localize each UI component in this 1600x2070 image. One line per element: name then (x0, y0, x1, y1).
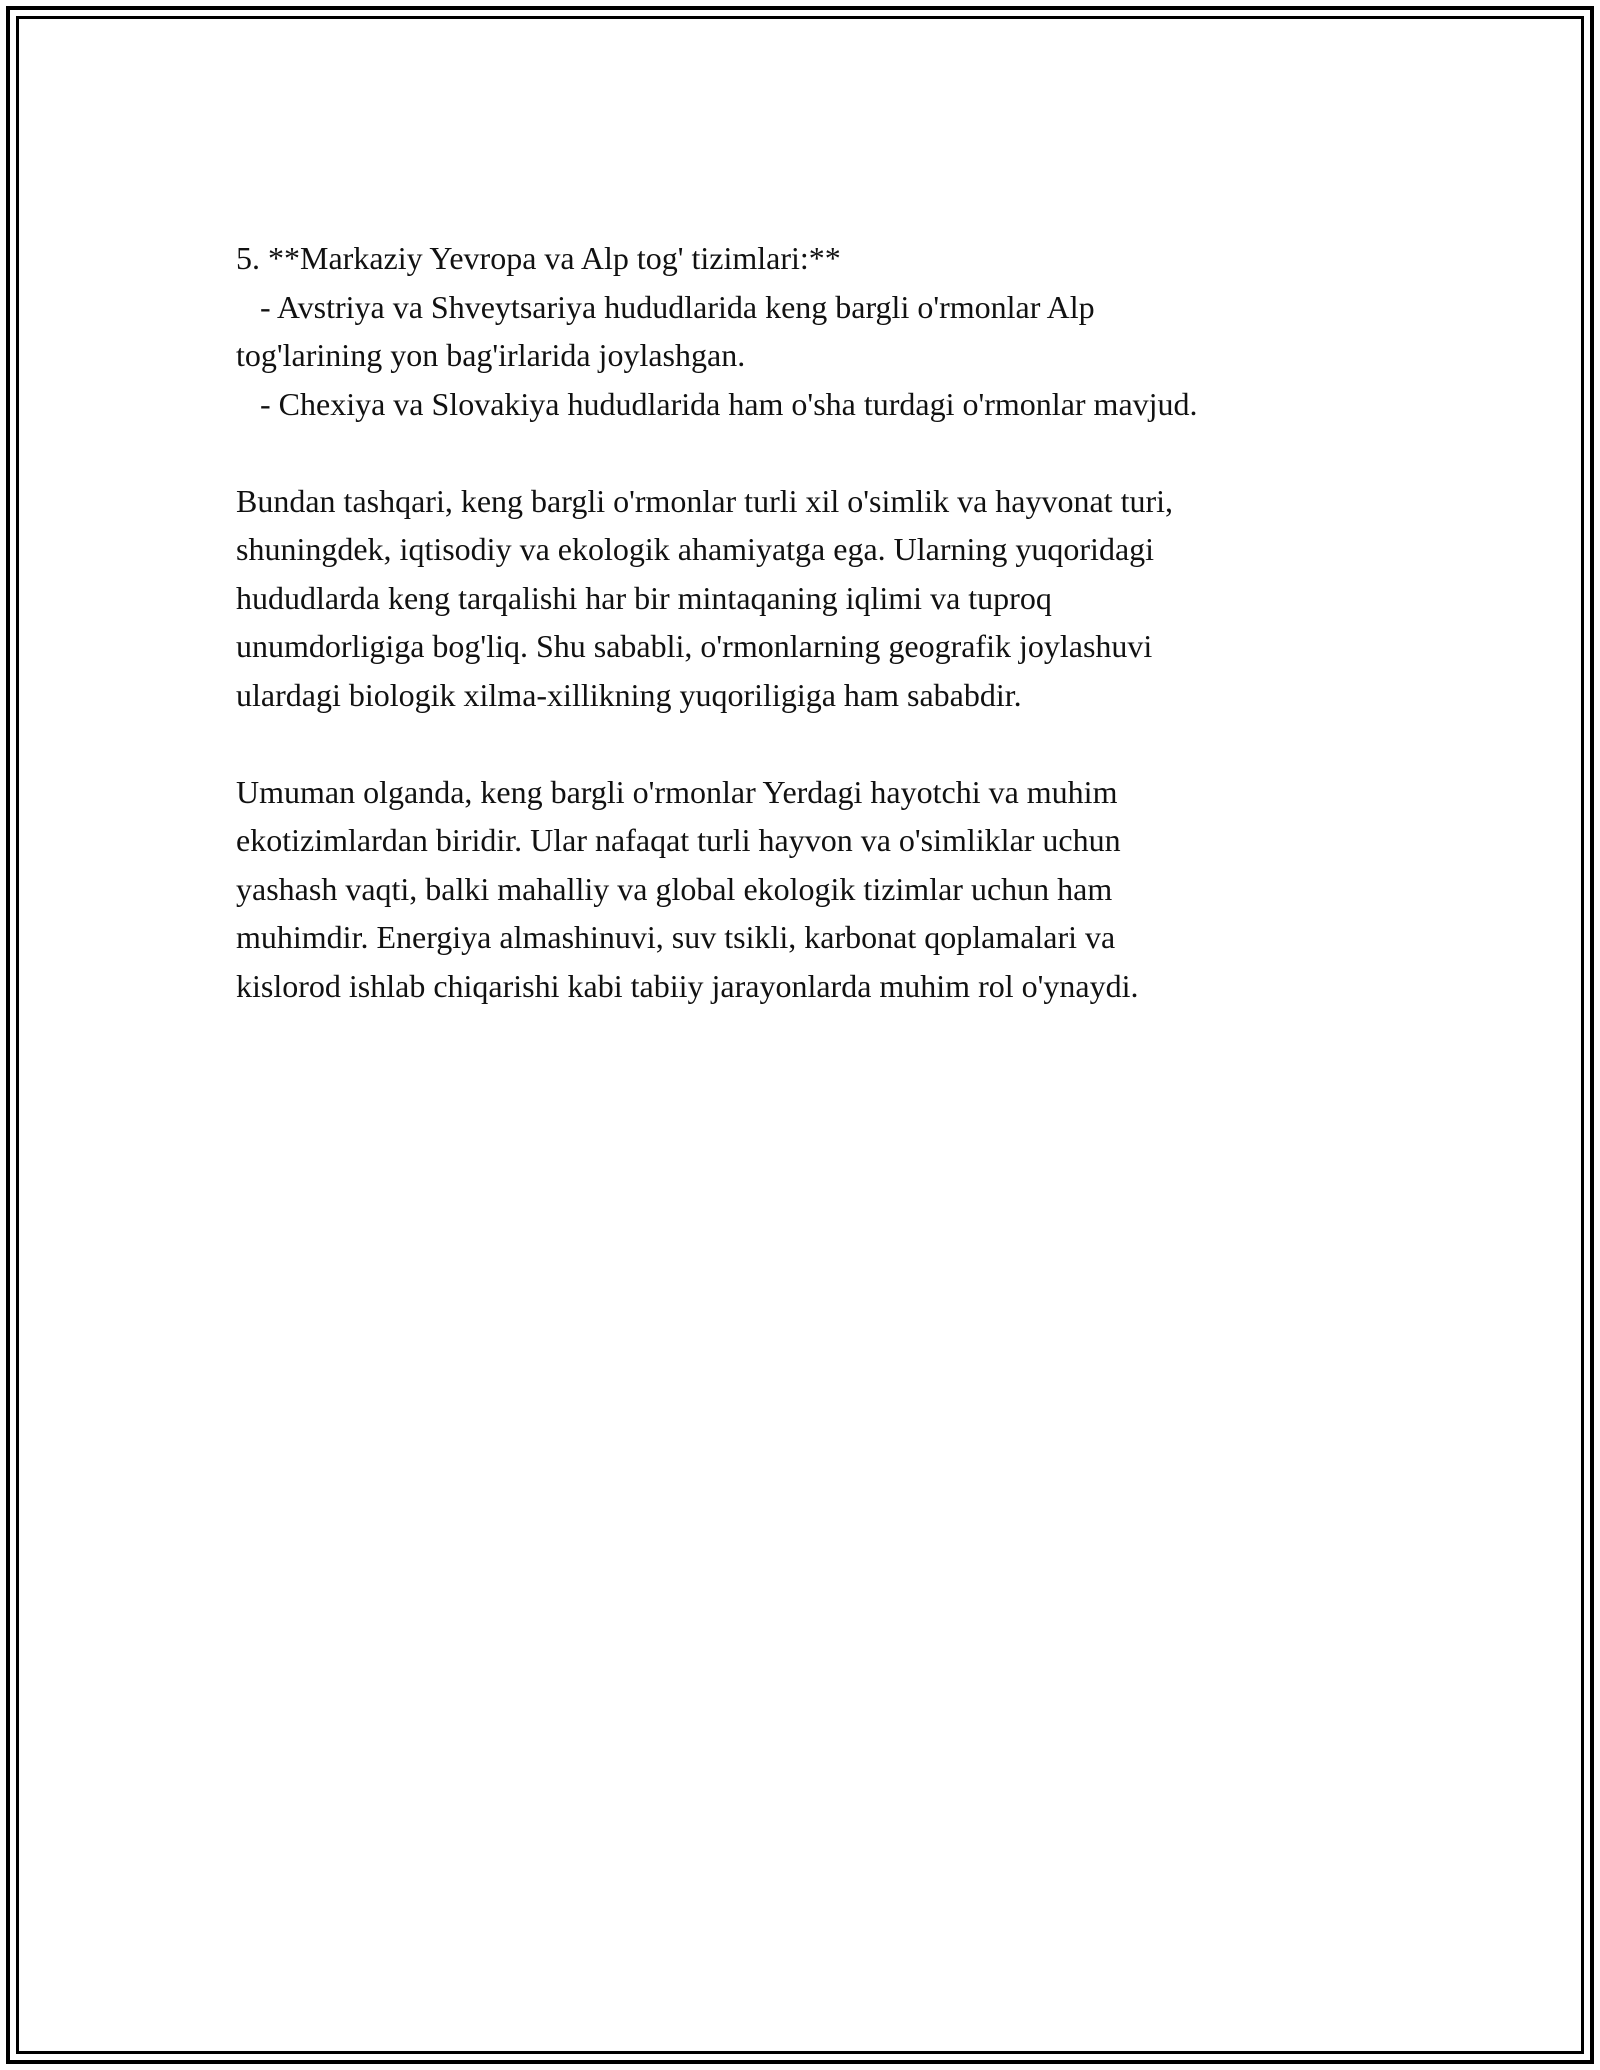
paragraph-line: yashash vaqti, balki mahalliy va global ekologik tizimlar uchun ham (236, 870, 1113, 907)
paragraph-spacer (236, 719, 1396, 768)
paragraph-line: unumdorligiga bog'liq. Shu sababli, o'rmonlarning geografik joylashuvi (236, 628, 1153, 664)
paragraph-line: Bundan tashqari, keng bargli o'rmonlar turli xil o'simlik va hayvonat turi, (236, 482, 1173, 519)
paragraph-2 (236, 768, 1396, 1011)
paragraph-line: muhimdir. Energiya almashinuvi, suv tsikli, karbonat qoplamalari va (236, 919, 1116, 955)
paragraph-1 (236, 477, 1396, 720)
bullet-line: tog'larining yon bag'irlarida joylashgan. (236, 337, 746, 373)
paragraph-line: ekotizimlardan biridir. Ular nafaqat turli hayvon va o'simliklar uchun (236, 822, 1121, 858)
section-heading: 5. **Markaziy Yevropa va Alp tog' tizimlari:** (236, 240, 841, 276)
bullet-line: - Avstriya va Shveytsariya hududlarida keng bargli o'rmonlar Alp (236, 288, 1095, 325)
document-body (236, 234, 1396, 1010)
paragraph-line: shuningdek, iqtisodiy va ekologik ahamiyatga ega. Ularning yuqoridagi (236, 531, 1155, 567)
bullet-item (236, 283, 1396, 380)
section-5 (236, 234, 1396, 428)
bullet-line: - Chexiya va Slovakiya hududlarida ham o'sha turdagi o'rmonlar mavjud. (236, 385, 1198, 422)
paragraph-line: ulardagi biologik xilma-xillikning yuqoriligiga ham sababdir. (236, 676, 1022, 713)
paragraph-line: kislorod ishlab chiqarishi kabi tabiiy jarayonlarda muhim rol o'ynaydi. (236, 967, 1139, 1004)
bullet-item (236, 380, 1396, 429)
paragraph-spacer (236, 428, 1396, 477)
paragraph-line: hududlarda keng tarqalishi har bir mintaqaning iqlimi va tuproq (236, 579, 1052, 616)
paragraph-line: Umuman olganda, keng bargli o'rmonlar Yerdagi hayotchi va muhim (236, 773, 1118, 810)
